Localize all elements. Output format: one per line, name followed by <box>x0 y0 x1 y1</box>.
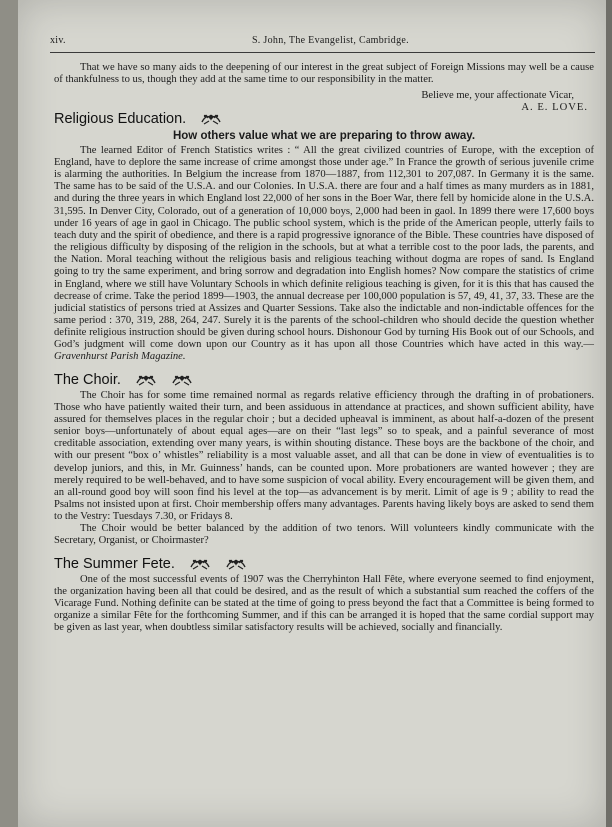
intro-paragraph: That we have so many aids to the deepening of our interest in the great subject of Foreign Missions may well be a cause of thankfulness to us, though they add at the same time to our responsibility in the matter. <box>54 62 594 86</box>
choir-heading <box>54 370 594 390</box>
floral-ornament-icon <box>135 373 157 387</box>
magazine-page <box>18 0 606 827</box>
section-title: The Choir. <box>54 371 121 388</box>
floral-ornament-icon <box>171 373 193 387</box>
source-citation: Gravenhurst Parish Magazine. <box>54 351 186 363</box>
page-body <box>54 62 594 634</box>
religious-education-paragraph <box>54 145 594 364</box>
floral-ornament-icon <box>189 557 211 571</box>
section-title: The Summer Fete. <box>54 555 175 572</box>
religious-education-subheading: How others value what we are preparing to throw away. <box>172 129 476 142</box>
running-title: S. John, The Evangelist, Cambridge. <box>251 35 409 46</box>
religious-education-text: The learned Editor of French Statistics writes : “ All the great civilized countries of Europe, with the exception of England, have to deplore the same increase of crime amongst those under age.” In France the growth of serious juvenile crime is alarming the authorities. In Belgium the increase from 1870—1887, from 112,301 to 207,087. In Germany it is the same. The same has to be said of the U.S.A. and our Colonies. In U.S.A. there are four and a half times as many murders as in 1881, and during the three years in which England lost 22,000 of her sons in the Boer War, there fell by homicide alone in the U.S.A. 31,595. In Denver City, Colorado, out of a generation of 10,000 boys, 2,000 had been in gaol. In 1899 there were 17,600 boys under 16 years of age in gaol in Chicago. The public school system, which is the pride of the American people, utterly fails to teach duty and the spirit of obedience, and there is a rapid progressive ignorance of the Bible. These countries have disposed of the religious difficulty by disposing of the religion in the schools, but at what a terrible cost to the poor lads, the parents, and the Nation. Moral teaching without the religious basis and religious teaching without dogma are ropes of sand. Is England going to try the same experiment, and bring sorrow and degradation into English homes? Now compare the statistics of crime in England, where we still have Voluntary Schools in which definite religious teaching is given, for it is this that has caused the decrease of crime. Take the period 1899—1903, the annual decrease per 100,000 population is 57, 49, 41, 37, 33. These are the judicial statistics of persons tried at Assizes and Quarter Sessions. Take also the indictable and non-indictable offences for the same period : 370, 319, 288, 264, 247. Surely it is the parents of the school-children who should decide the question whether definite religious instruction should be given during school hours. Dishonour God by turning His Book out of our Schools, and God’s judgment will come down upon our Country as it has upon all those Countries which have acted in this way.— <box>54 144 594 351</box>
floral-ornament-icon <box>225 557 247 571</box>
page-header <box>50 35 595 46</box>
religious-education-heading <box>54 109 594 129</box>
choir-paragraph-2: The Choir would be better balanced by the addition of two tenors. Will volunteers kindly communicate with the Secretary, Organist, or Choirmaster? <box>54 523 594 547</box>
signature: A. E. LOVE. <box>521 102 588 114</box>
choir-paragraph-1: The Choir has for some time remained normal as regards relative efficiency through the drafting in of probationers. Those who have patiently waited their turn, and been assiduous in attendance at practices, and shown sufficient ability, have assured for themselves places in the regular choir ; but a decided upheaval is imminent, as about half-a-dozen of the present senior boys—unfortunately of about equal ages—are on their “last legs” so to speak, and a painful severance of most creditable association, extending over many years, is within shouting distance. These boys are the backbone of the choir, and with our present “box o’ whistles” reliability is a most valuable asset, and all that can be done in view of eventualities is to develop juniors, and this, in Mr. Guinness’ hands, can be counted upon. More probationers are wanted however ; they are merely required to be well-behaved, and to have some suspicion of vocal ability. Every encouragement will be given them, and an all-round good boy will soon find his level at the top—as advancement is by merit. Limit of age is 9 ; ability to read the Psalms not insisted upon at first. Choir membership offers many advantages. Parents having likely boys are asked to send them to the Vestry: Tuesdays 7.30, or Fridays 8. <box>54 389 594 523</box>
page-number: xiv. <box>50 35 66 46</box>
floral-ornament-icon <box>200 112 222 126</box>
closing-line: Believe me, your affectionate Vicar, <box>421 90 574 102</box>
summer-fete-heading <box>54 554 594 574</box>
summer-fete-paragraph: One of the most successful events of 1907 was the Cherryhinton Hall Fête, where everyone seemed to find enjoyment, the organization having been all that could be desired, and as the result of which a substantial sum reached the coffers of the Vicarage Fund. Nothing definite can be stated at the time of going to press beyond the fact that a Committee is being formed to organize a similar Fête for the forthcoming Summer, and if this can be arranged it is hoped that the same cordial support may be given as last year, when doubtless similar satisfactory results will be achieved, socially and financially. <box>54 573 594 634</box>
section-title: Religious Education. <box>54 110 187 127</box>
header-rule <box>50 52 595 53</box>
